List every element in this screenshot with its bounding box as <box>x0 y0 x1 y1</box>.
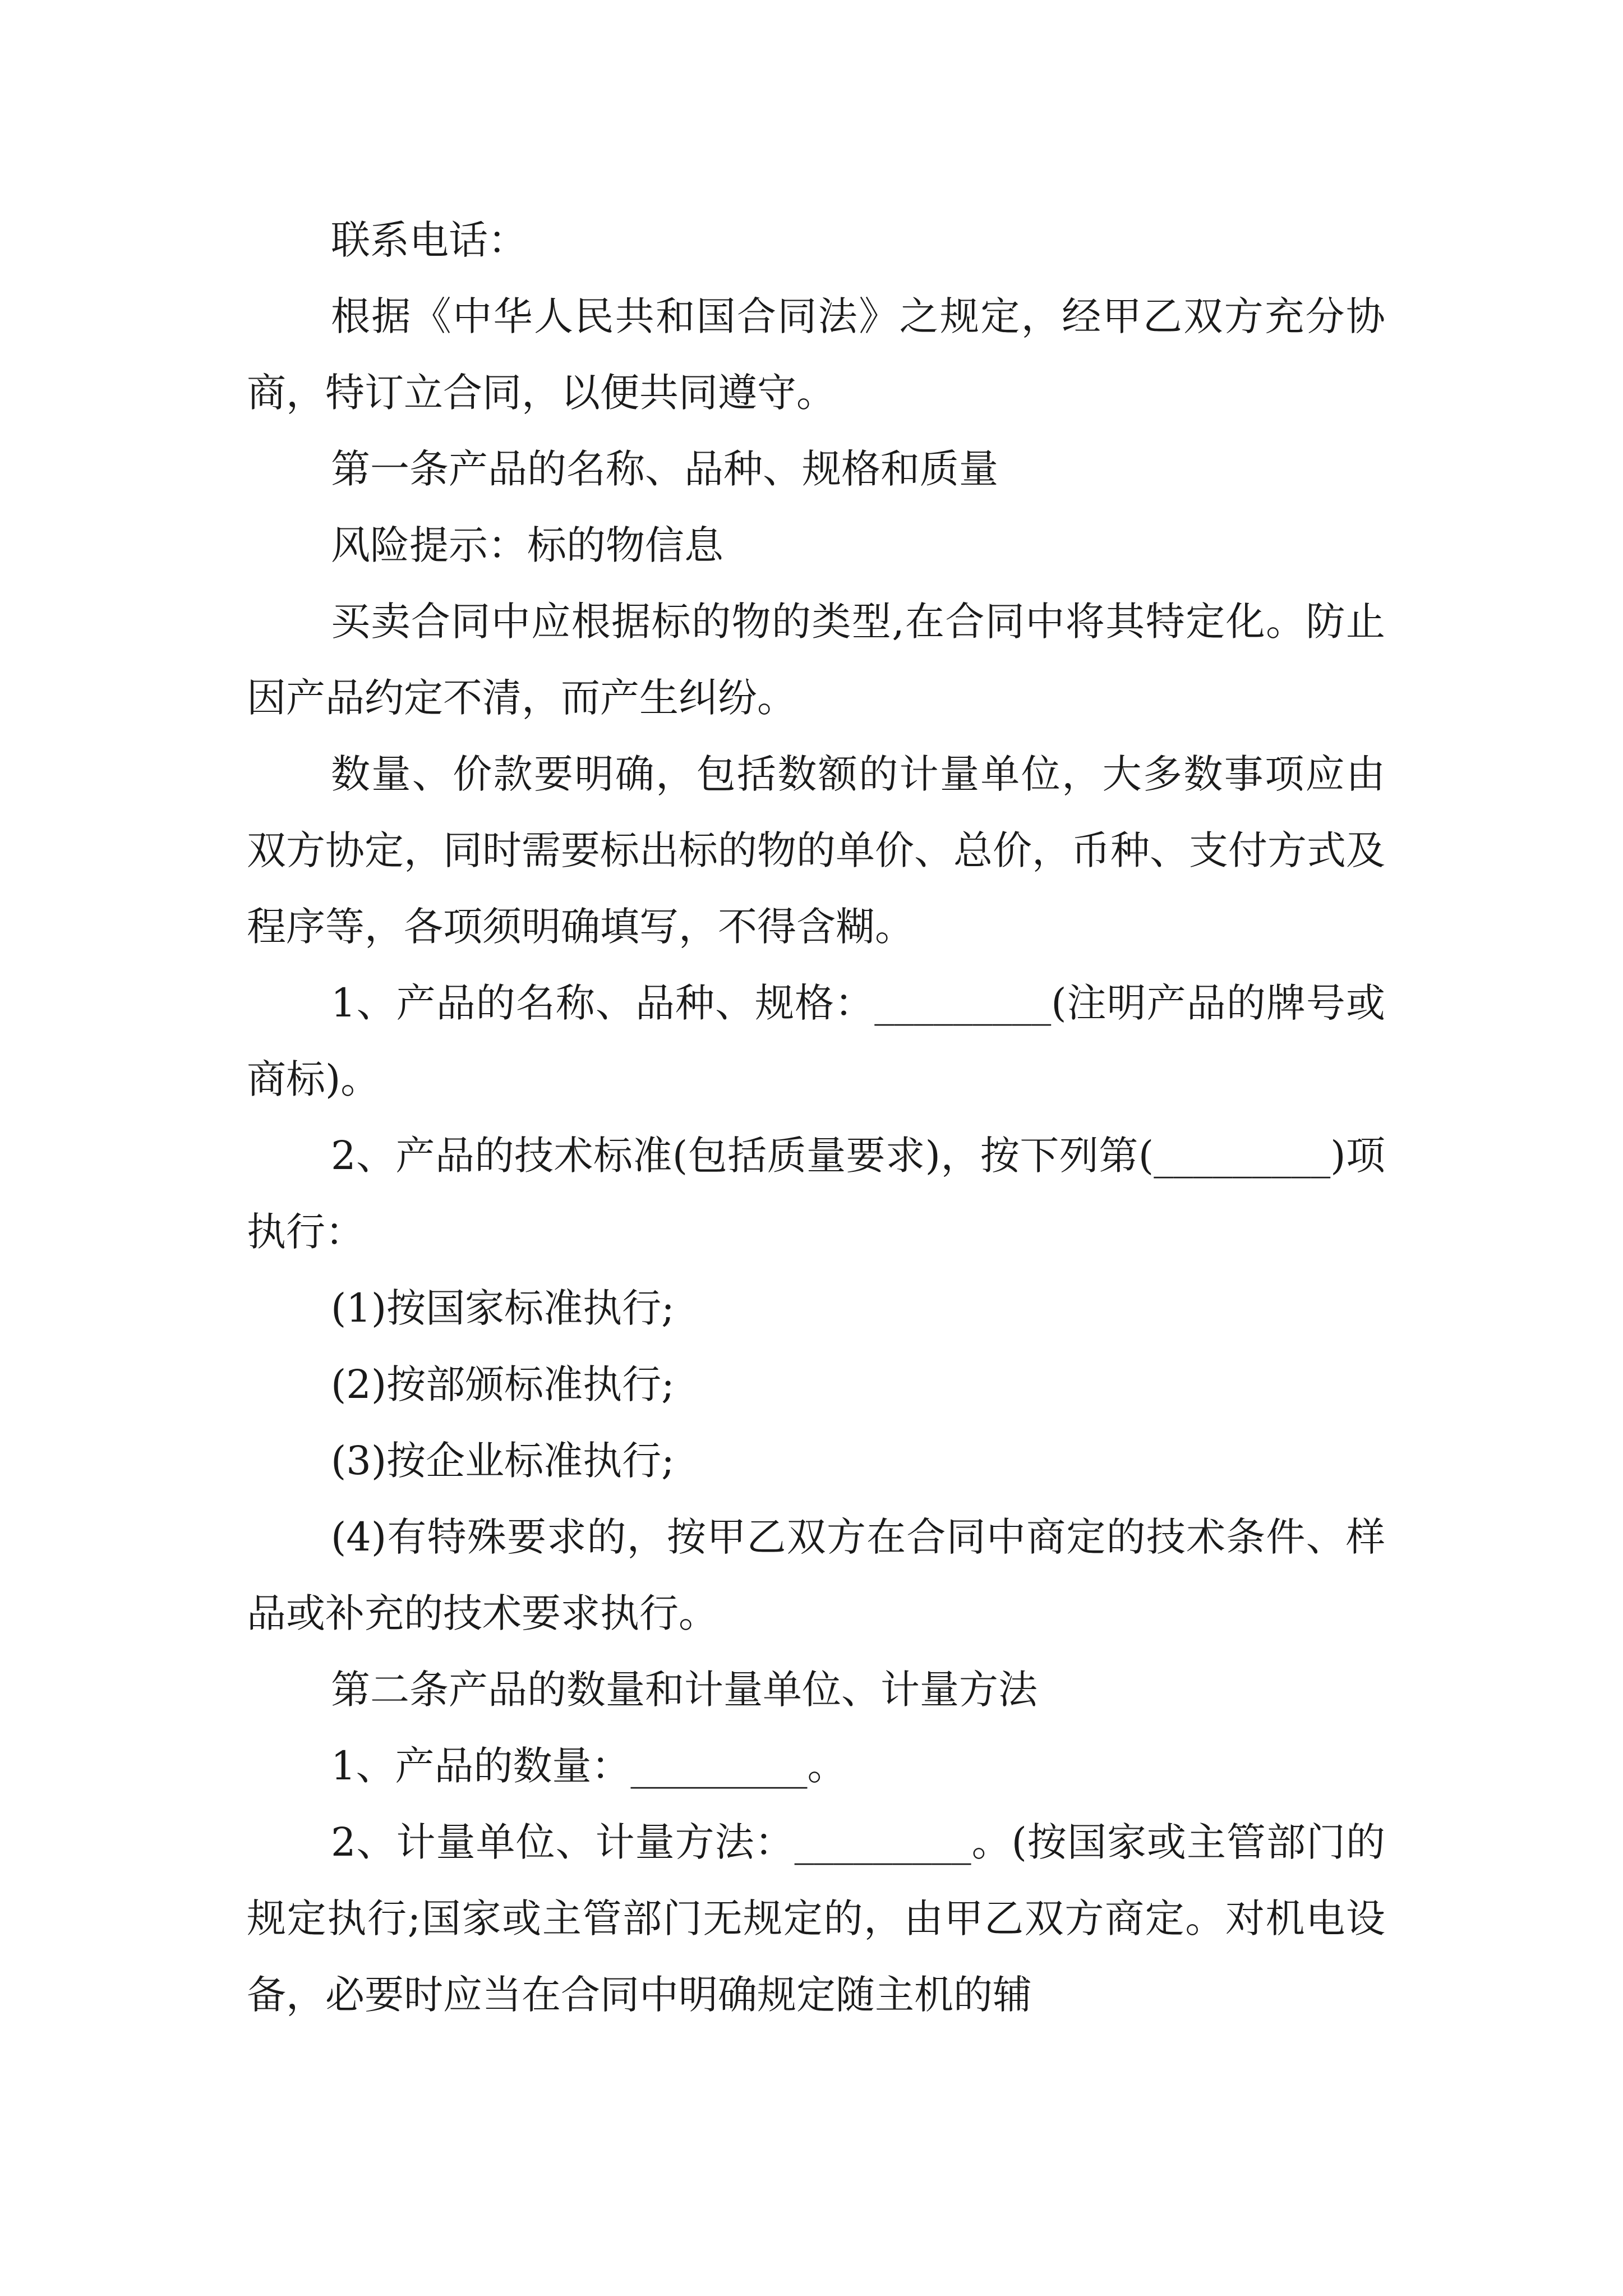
product-name-clause: 1、产品的名称、品种、规格：_________(注明产品的牌号或商标)。 <box>247 980 1385 1102</box>
enterprise-standard-item: (3)按企业标准执行; <box>331 1438 675 1484</box>
quantity-price-paragraph: 数量、价款要明确，包括数额的计量单位，大多数事项应由双方协定，同时需要标出标的物的单价、总价，币种、支付方式及程序等，各项须明确填写，不得含糊。 <box>247 751 1385 950</box>
article-two-heading: 第二条产品的数量和计量单位、计量方法 <box>331 1667 1038 1713</box>
contact-phone-line: 联系电话： <box>331 217 527 263</box>
ministry-standard-item: (2)按部颁标准执行; <box>331 1361 675 1407</box>
product-quantity-clause: 1、产品的数量：_________。 <box>331 1743 847 1789</box>
risk-notice-heading: 风险提示：标的物信息 <box>331 522 723 568</box>
document-body <box>247 202 1385 2033</box>
technical-standard-clause: 2、产品的技术标准(包括质量要求)，按下列第(_________)项执行： <box>247 1133 1385 1255</box>
article-one-heading: 第一条产品的名称、品种、规格和质量 <box>331 446 998 492</box>
measurement-method-clause: 2、计量单位、计量方法：_________。(按国家或主管部门的规定执行;国家或主管部门无规定的，由甲乙双方商定。对机电设备，必要时应当在合同中明确规定随主机的辅 <box>247 1819 1385 2018</box>
contract-basis-paragraph: 根据《中华人民共和国合同法》之规定，经甲乙双方充分协商，特订立合同，以便共同遵守。 <box>247 293 1385 416</box>
subject-matter-paragraph: 买卖合同中应根据标的物的类型,在合同中将其特定化。防止因产品约定不清，而产生纠纷。 <box>247 599 1385 721</box>
special-requirements-item: (4)有特殊要求的，按甲乙双方在合同中商定的技术条件、样品或补充的技术要求执行。 <box>247 1514 1385 1636</box>
national-standard-item: (1)按国家标准执行; <box>331 1285 675 1331</box>
